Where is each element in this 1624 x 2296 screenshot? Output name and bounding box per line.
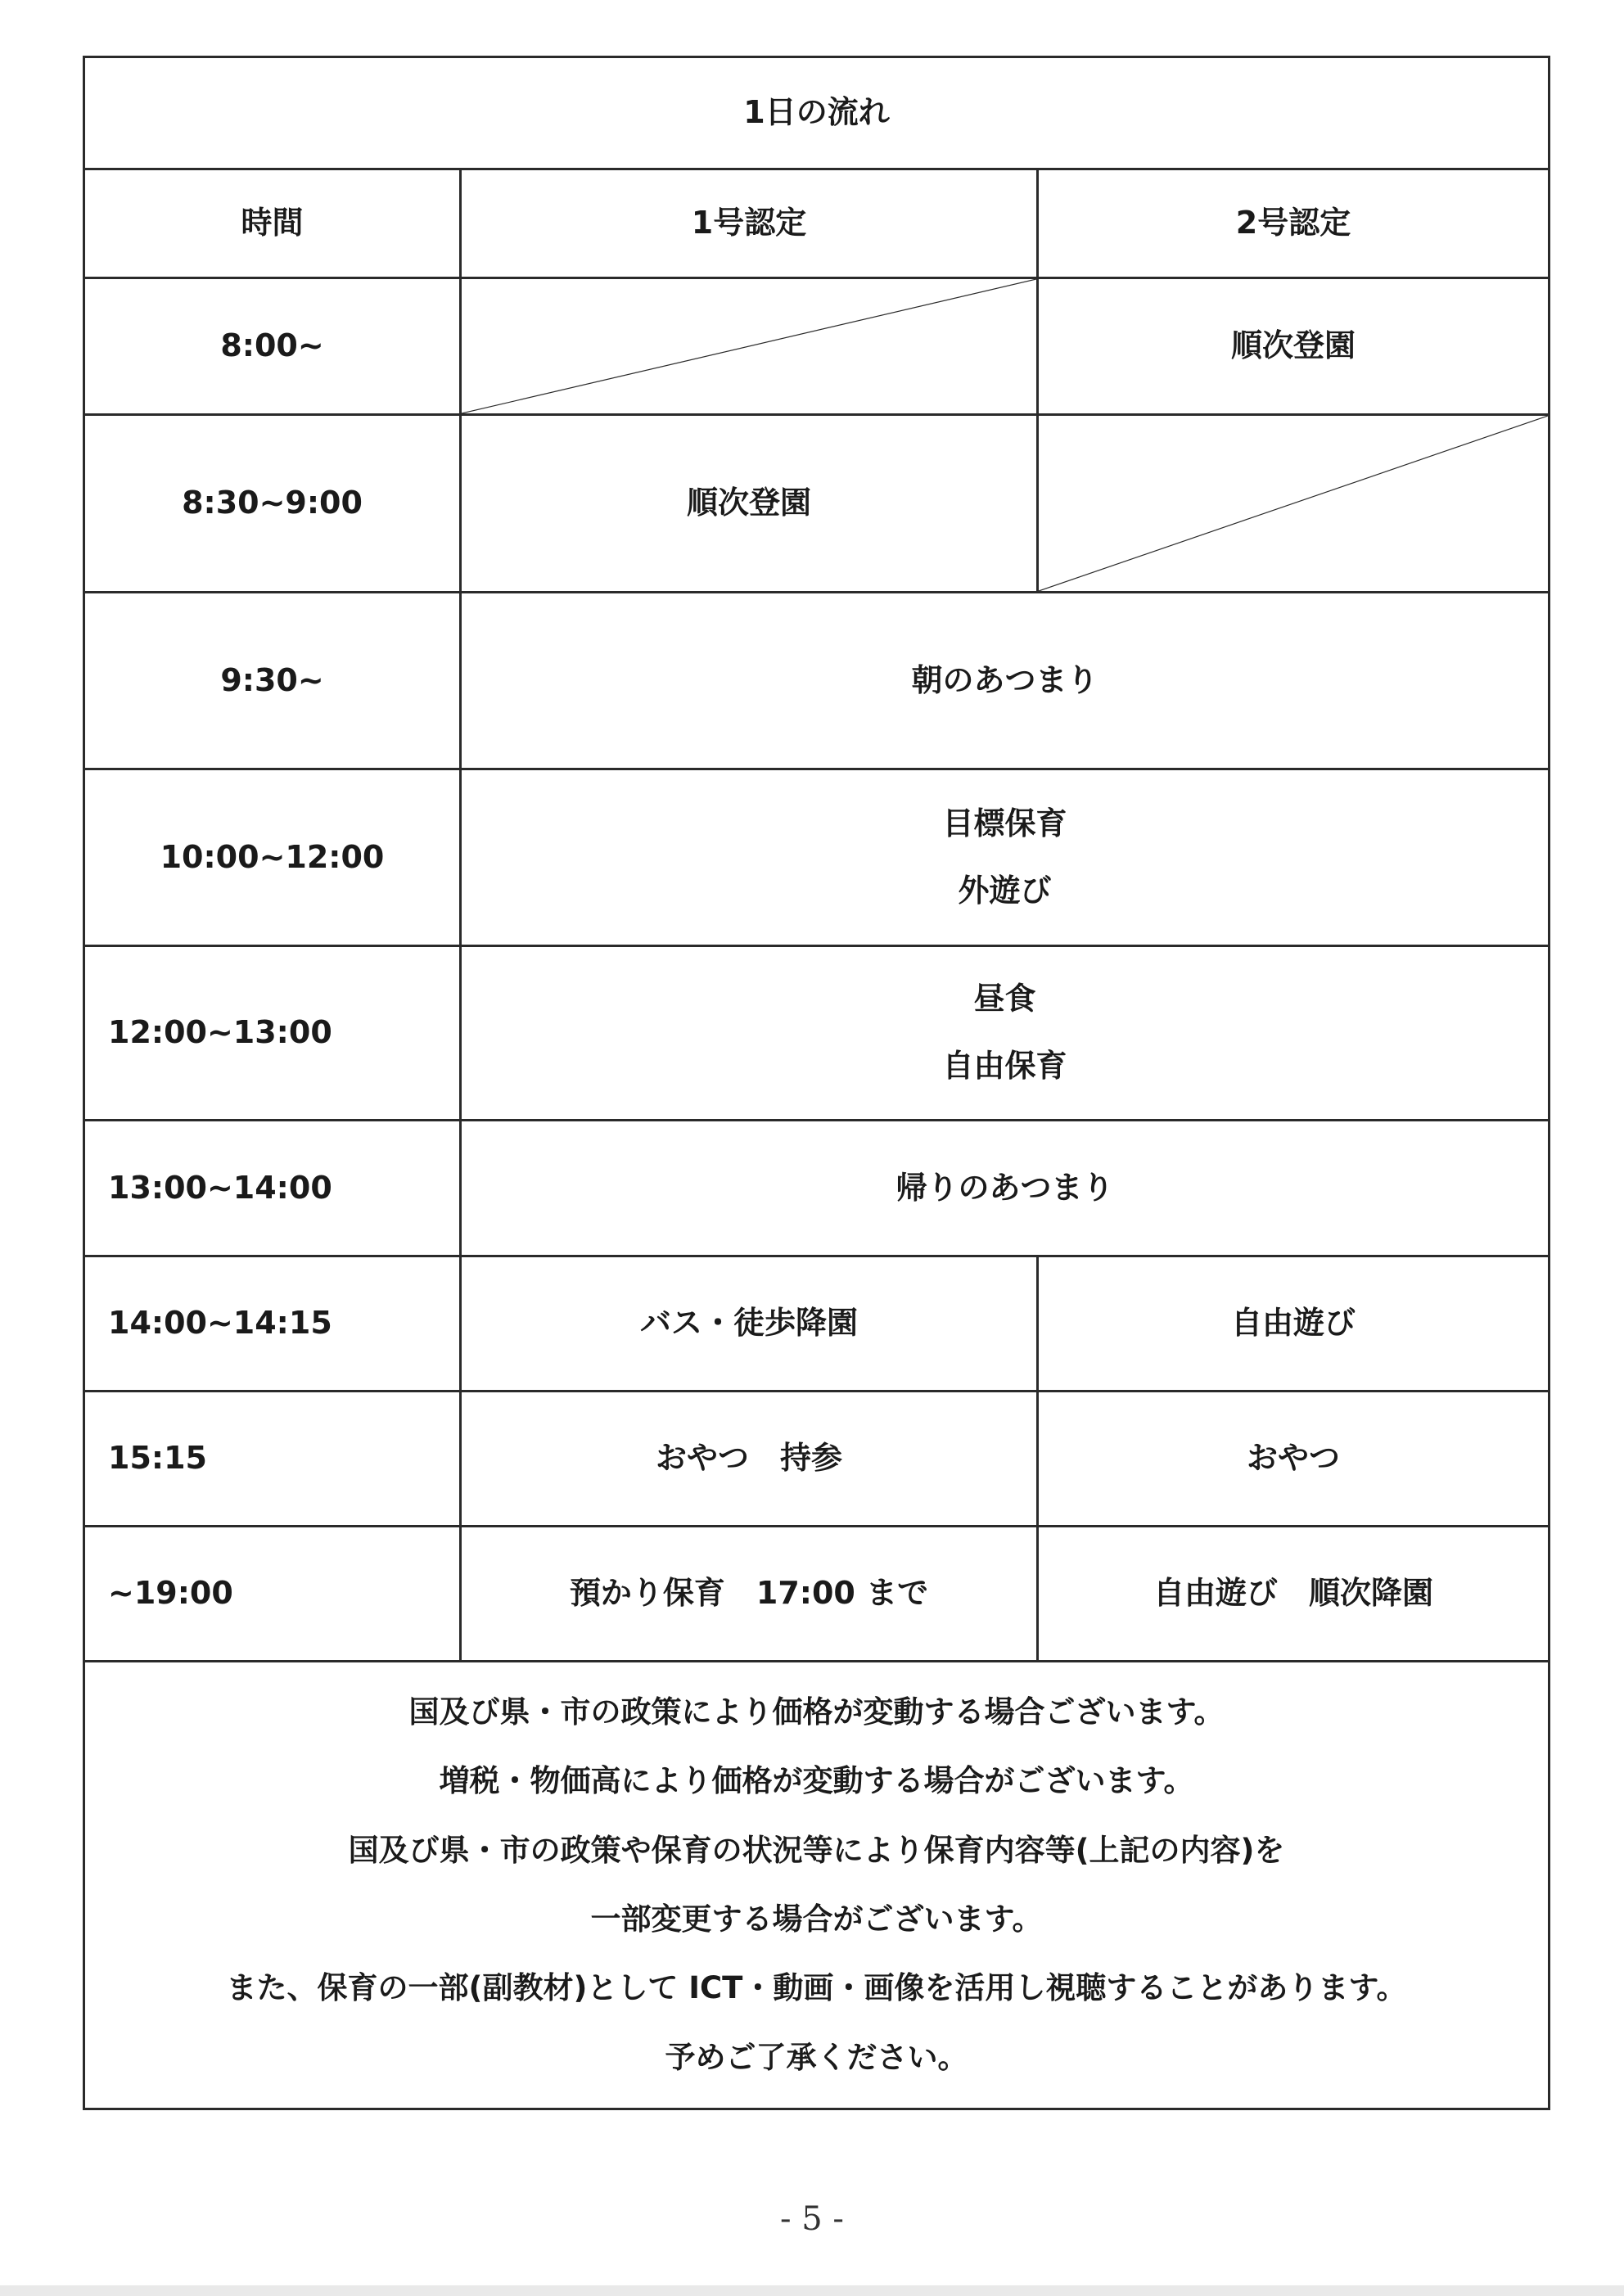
time-cell: 13:00~14:00: [84, 1121, 461, 1256]
header-type1: 1号認定: [461, 169, 1038, 278]
note-line: 予めご了承ください。: [665, 2039, 968, 2075]
time-cell: 10:00~12:00: [84, 769, 461, 946]
notes-row: [84, 1662, 1550, 2109]
type1-cell: おやつ 持参: [461, 1392, 1038, 1527]
shared-activity-cell: 帰りのあつまり: [461, 1121, 1550, 1256]
time-cell: 15:15: [84, 1392, 461, 1527]
activity-line: 外遊び: [958, 872, 1052, 909]
type2-cell: 自由遊び 順次降園: [1038, 1527, 1550, 1662]
not-applicable-cell: [461, 278, 1038, 415]
type1-cell: 預かり保育 17:00 まで: [461, 1527, 1038, 1662]
table-row: [84, 1392, 1550, 1527]
shared-activity-cell: 朝のあつまり: [461, 593, 1550, 769]
type2-cell: 順次登園: [1038, 278, 1550, 415]
shared-activity-cell: [461, 946, 1550, 1121]
note-line: 増税・物価高により価格が変動する場合がございます。: [439, 1763, 1194, 1799]
note-line: また、保育の一部(副教材)として ICT・動画・画像を活用し視聴することがあります。: [226, 1970, 1407, 2006]
time-cell: 8:30~9:00: [84, 415, 461, 593]
type1-cell: バス・徒歩降園: [461, 1256, 1038, 1392]
diagonal-slash: [462, 279, 1036, 413]
time-cell: ~19:00: [84, 1527, 461, 1662]
table-row: [84, 1256, 1550, 1392]
table-row: [84, 278, 1550, 415]
page-number: - 5 -: [780, 2200, 844, 2238]
daily-schedule-table: [83, 56, 1550, 2110]
not-applicable-cell: [1038, 415, 1550, 593]
table-row: [84, 1121, 1550, 1256]
header-row: [84, 169, 1550, 278]
type2-cell: 自由遊び: [1038, 1256, 1550, 1392]
activity-line: 自由保育: [942, 1048, 1067, 1084]
table-row: [84, 769, 1550, 946]
notes-cell: [84, 1662, 1550, 2109]
scan-edge-divider: [0, 2285, 1624, 2296]
note-line: 国及び県・市の政策や保育の状況等により保育内容等(上記の内容)を: [348, 1832, 1285, 1868]
header-type2: 2号認定: [1038, 169, 1550, 278]
shared-activity-cell: [461, 769, 1550, 946]
activity-line: 昼食: [973, 981, 1036, 1017]
table-title-row: [84, 57, 1550, 169]
type1-cell: 順次登園: [461, 415, 1038, 593]
table-row: [84, 593, 1550, 769]
table-row: [84, 946, 1550, 1121]
table-row: [84, 1527, 1550, 1662]
activity-line: 目標保育: [942, 805, 1067, 841]
time-cell: 12:00~13:00: [84, 946, 461, 1121]
time-cell: 14:00~14:15: [84, 1256, 461, 1392]
table-row: [84, 415, 1550, 593]
time-cell: 9:30~: [84, 593, 461, 769]
table-title: 1日の流れ: [84, 57, 1550, 169]
header-time: 時間: [84, 169, 461, 278]
diagonal-slash: [1039, 416, 1548, 591]
time-cell: 8:00~: [84, 278, 461, 415]
note-line: 国及び県・市の政策により価格が変動する場合ございます。: [408, 1694, 1225, 1730]
type2-cell: おやつ: [1038, 1392, 1550, 1527]
note-line: 一部変更する場合がございます。: [590, 1901, 1043, 1937]
